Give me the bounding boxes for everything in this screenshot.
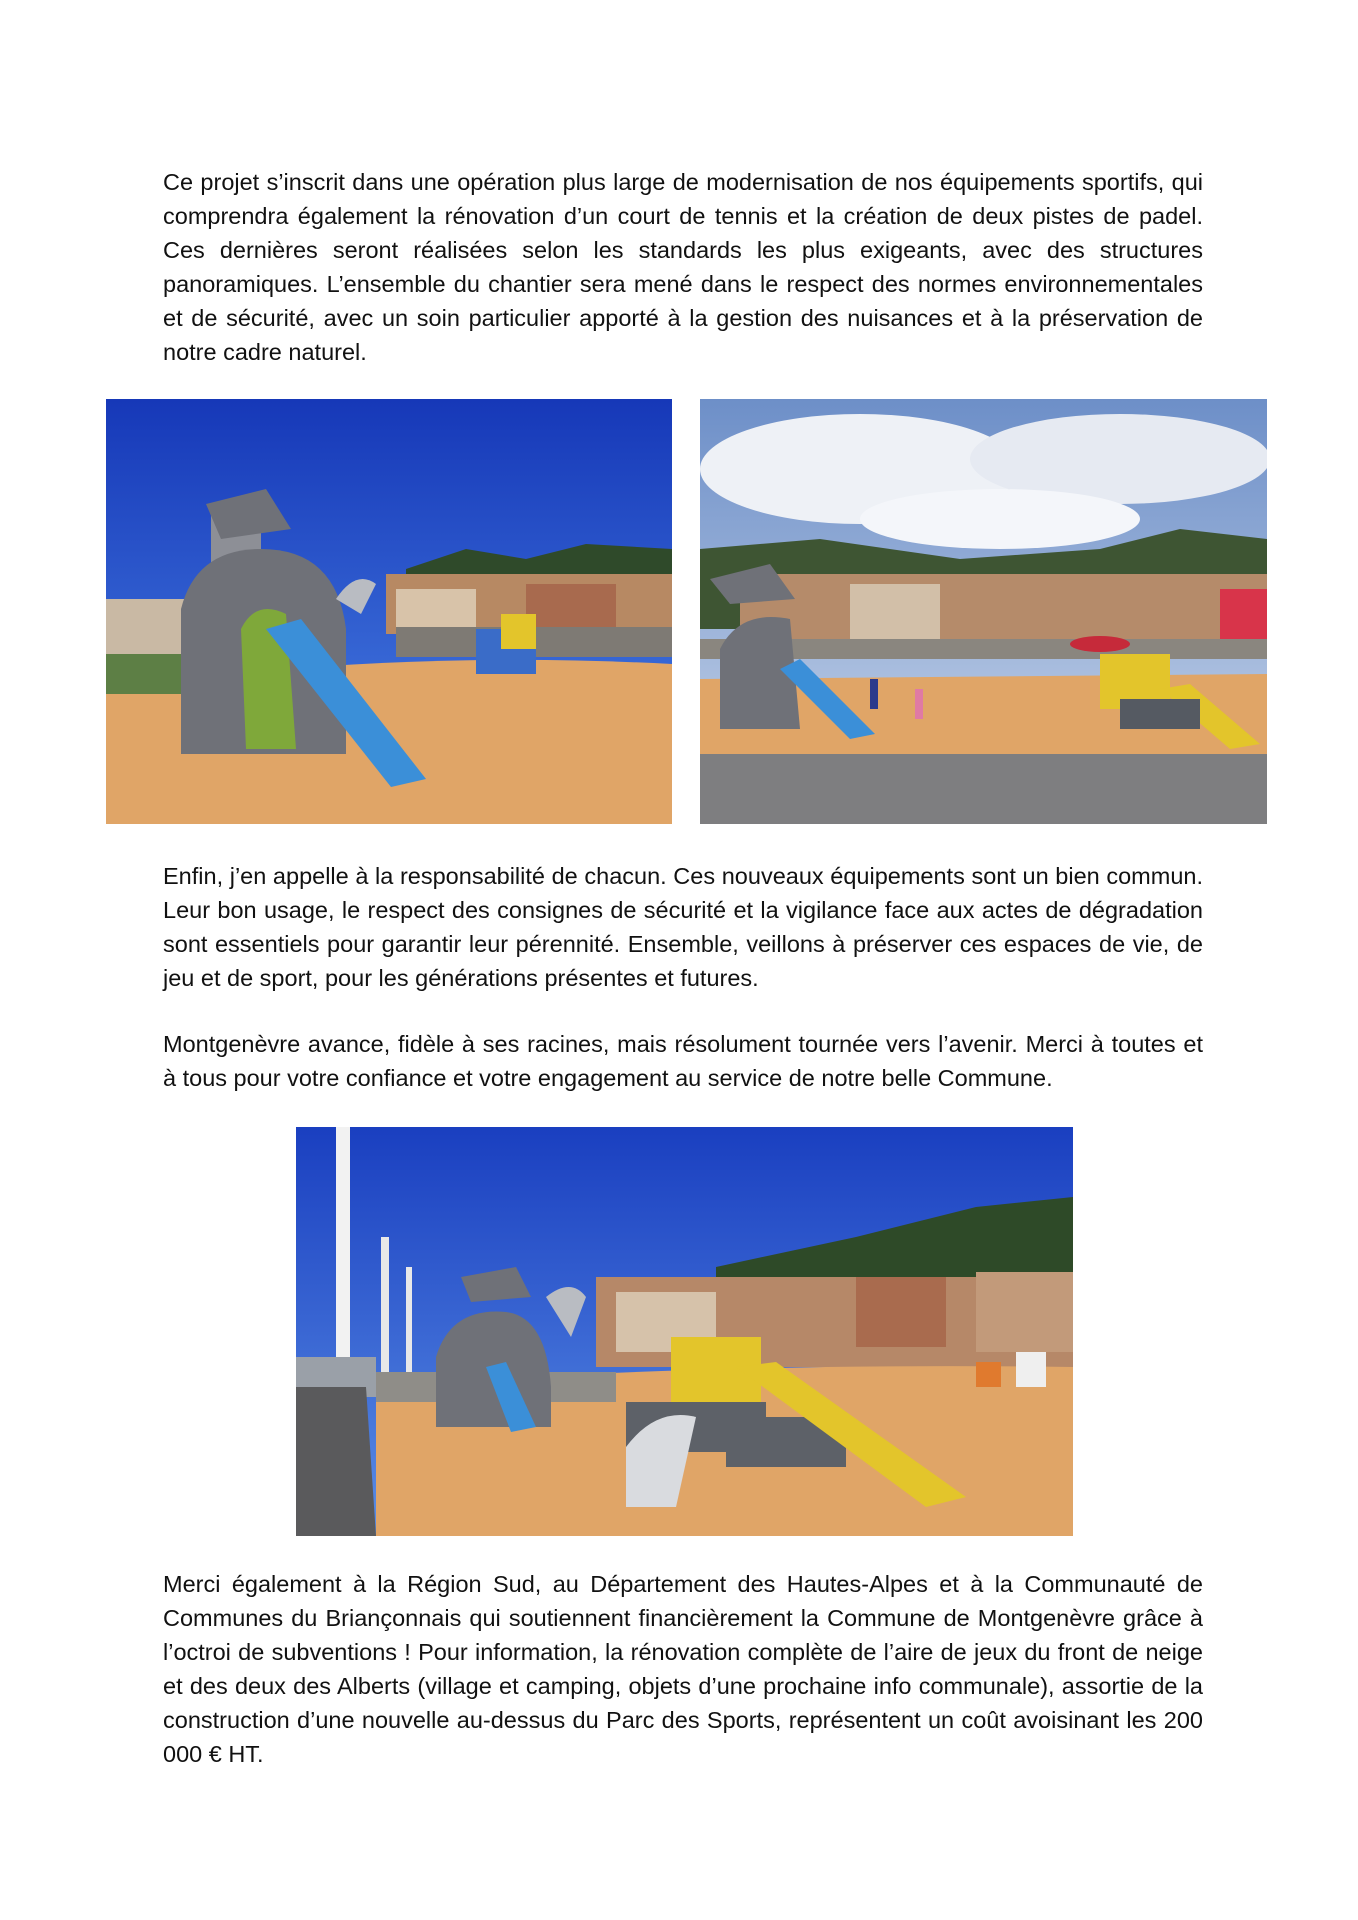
thanks-paragraph: Merci également à la Région Sud, au Département des Hautes-Alpes et à la Communauté de Communes du Briançonnais qui soutiennent financièrement la Commune de Montgenèvre grâce à l’octroi de subventions ! Pour information, la rénovation complète de l’aire de jeux du front de neige et des deux des Alberts (village et camping, objets d’une prochaine info communale), assortie de la construction d’une nouvelle au-dessus du Parc des Sports, représentent un coût avoisinant les 200 000 € HT. — [163, 1571, 1203, 1767]
playground-photo-blue-slide — [106, 399, 672, 824]
closing-paragraph: Montgenèvre avance, fidèle à ses racines, mais résolument tournée vers l’avenir. Merci à toutes et à tous pour votre confiance et votre engagement au service de notre belle Commune. — [163, 1031, 1203, 1091]
intro-paragraph: Ce projet s’inscrit dans une opération plus large de modernisation de nos équipements sportifs, qui comprendra également la rénovation d’un court de tennis et la création de deux pistes de padel. Ces dernières seront réalisées selon les standards les plus exigeants, avec des structures panoramiques. L’ensemble du chantier sera mené dans le respect des normes environnementales et de sécurité, avec un soin particulier apporté à la gestion des nuisances et à la préservation de notre cadre naturel. — [163, 169, 1203, 365]
playground-photo-with-children — [700, 399, 1267, 824]
responsibility-paragraph: Enfin, j’en appelle à la responsabilité de chacun. Ces nouveaux équipements sont un bien commun. Leur bon usage, le respect des consignes de sécurité et la vigilance face aux actes de dégradation sont essentiels pour garantir leur pérennité. Ensemble, veillons à préserver ces espaces de vie, de jeu et de sport, pour les générations présentes et futures. — [163, 863, 1203, 991]
playground-photo-yellow-slide — [296, 1127, 1073, 1536]
